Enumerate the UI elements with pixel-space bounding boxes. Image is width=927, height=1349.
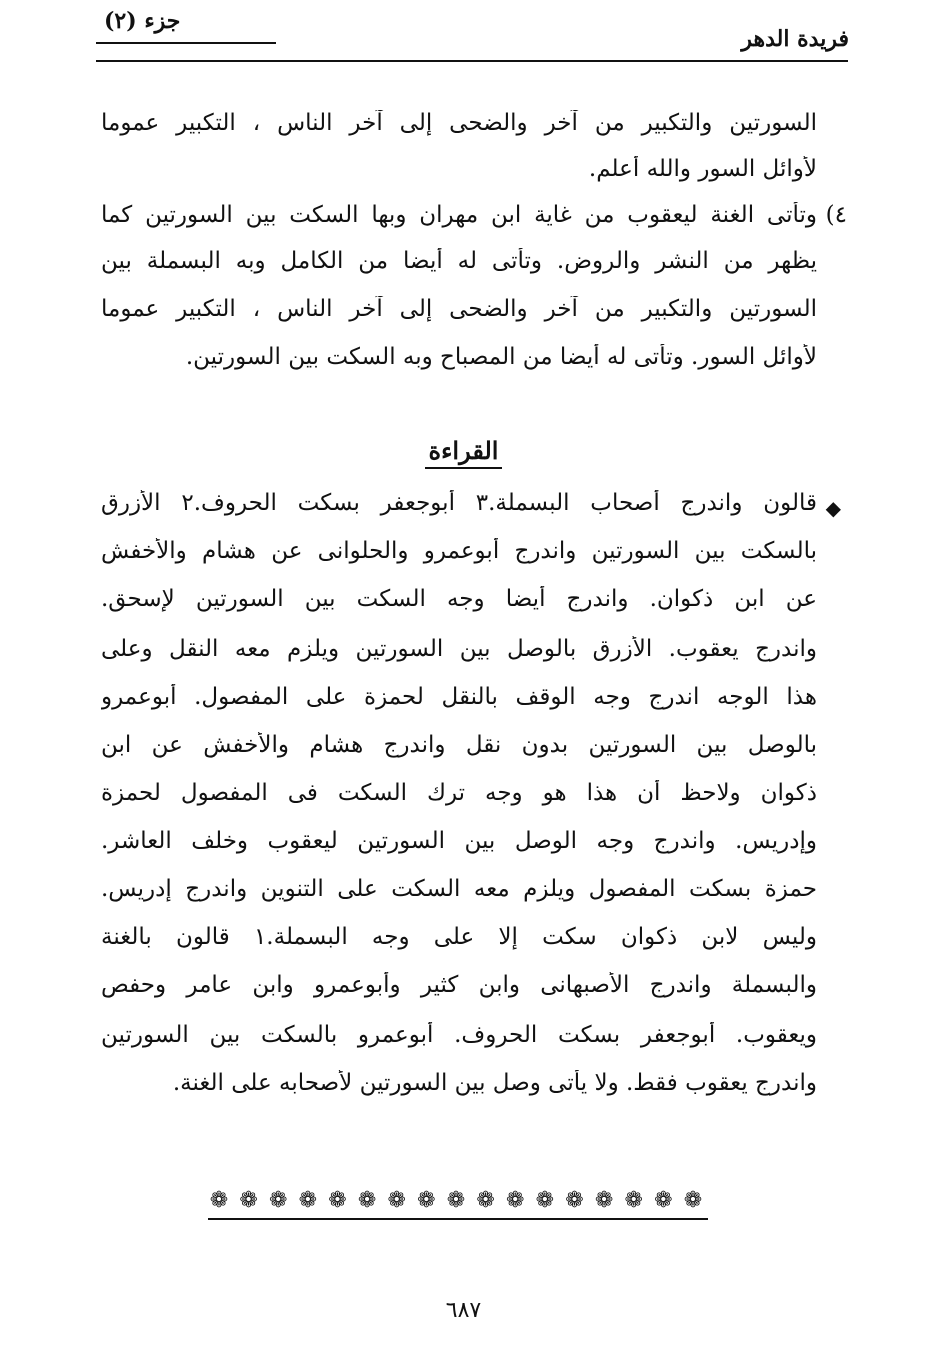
flower-ornament-icon: ❁ bbox=[239, 1188, 258, 1213]
flower-ornament-icon: ❁ bbox=[476, 1188, 495, 1213]
item-line: السورتين والتكبير من آخر والضحى إلى آخر الناس ، التكبير عموما bbox=[101, 296, 817, 322]
section-line: وإدريس. واندرج وجه الوصل بين السورتين ليعقوب وخلف العاشر. bbox=[101, 828, 817, 854]
flower-ornament-icon: ❁ bbox=[506, 1188, 525, 1213]
section-line: وليس لابن ذكوان سكت إلا على وجه البسملة.١ قالون بالغنة bbox=[101, 924, 817, 950]
flower-ornament-icon: ❁ bbox=[446, 1188, 466, 1213]
flower-ornament-icon: ❁ bbox=[209, 1188, 229, 1213]
header-rule-left bbox=[96, 42, 276, 44]
section-line: بالسكت بين السورتين واندرج أبوعمرو والحلوانى عن هشام والأخفش bbox=[101, 538, 817, 564]
flower-ornament-icon: ❁ bbox=[269, 1188, 288, 1213]
intro-line: لأوائل السور والله أعلم. bbox=[588, 156, 817, 182]
section-title-text: القراءة bbox=[425, 436, 503, 469]
flower-ornament-icon: ❁ bbox=[654, 1188, 673, 1213]
flower-ornament-icon: ❁ bbox=[387, 1188, 406, 1213]
page-number: ٦٨٧ bbox=[445, 1298, 482, 1323]
item-number: ٤) bbox=[825, 202, 847, 228]
flower-ornament-icon: ❁ bbox=[357, 1188, 377, 1213]
flower-ornament-icon: ❁ bbox=[683, 1188, 703, 1213]
section-line: ذكوان ولاحظ أن هذا هو وجه ترك السكت فى المفصول لحمزة bbox=[101, 780, 817, 806]
flower-ornament-icon: ❁ bbox=[565, 1188, 584, 1213]
item-line: وتأتى الغنة ليعقوب من غاية ابن مهران وبها السكت بين السورتين كما bbox=[101, 202, 817, 228]
flower-ornament-icon: ❁ bbox=[624, 1188, 643, 1213]
item-line: يظهر من النشر والروض. وتأتى له أيضا من الكامل وبه البسملة بين bbox=[101, 248, 817, 274]
flower-ornament-icon: ❁ bbox=[594, 1188, 614, 1213]
diamond-bullet-icon: ◆ bbox=[825, 496, 841, 520]
section-line: عن ابن ذكوان. واندرج أيضا وجه السكت بين السورتين لإسحق. bbox=[101, 586, 817, 612]
ornament-rule bbox=[208, 1218, 708, 1220]
section-line: واندرج يعقوب فقط. ولا يأتى وصل بين السورتين لأصحابه على الغنة. bbox=[172, 1070, 817, 1096]
header-rule bbox=[96, 60, 848, 62]
section-line: واندرج يعقوب. الأزرق بالوصل بين السورتين ويلزم معه النقل وعلى bbox=[101, 636, 817, 662]
ornament-row bbox=[206, 1188, 706, 1214]
flower-ornament-icon: ❁ bbox=[535, 1188, 555, 1213]
item-line: لأوائل السور. وتأتى له أيضا من المصباح وبه السكت بين السورتين. bbox=[185, 344, 817, 370]
section-line: بالوصل بين السورتين بدون نقل واندرج هشام والأخفش عن ابن bbox=[101, 732, 817, 758]
flower-ornament-icon: ❁ bbox=[328, 1188, 347, 1213]
section-line: ويعقوب. أبوجعفر بسكت الحروف. أبوعمرو بالسكت بين السورتين bbox=[101, 1022, 817, 1048]
section-line: قالون واندرج أصحاب البسملة.٣ أبوجعفر بسكت الحروف.٢ الأزرق bbox=[101, 490, 817, 516]
section-title bbox=[0, 436, 927, 465]
section-line: حمزة بسكت المفصول ويلزم معه السكت على التنوين واندرج إدريس. bbox=[101, 876, 817, 902]
flower-ornament-icon: ❁ bbox=[417, 1188, 436, 1213]
book-title: فريدة الدهر bbox=[741, 26, 849, 52]
intro-line: السورتين والتكبير من آخر والضحى إلى آخر الناس ، التكبير عموما bbox=[101, 110, 817, 136]
volume-label: جزء (٢) bbox=[104, 8, 181, 34]
section-line: هذا الوجه اندرج وجه الوقف بالنقل لحمزة على المفصول. أبوعمرو bbox=[101, 684, 817, 710]
section-line: والبسملة واندرج الأصبهانى وابن كثير وأبوعمرو وابن عامر وحفص bbox=[101, 972, 817, 998]
flower-ornament-icon: ❁ bbox=[298, 1188, 318, 1213]
